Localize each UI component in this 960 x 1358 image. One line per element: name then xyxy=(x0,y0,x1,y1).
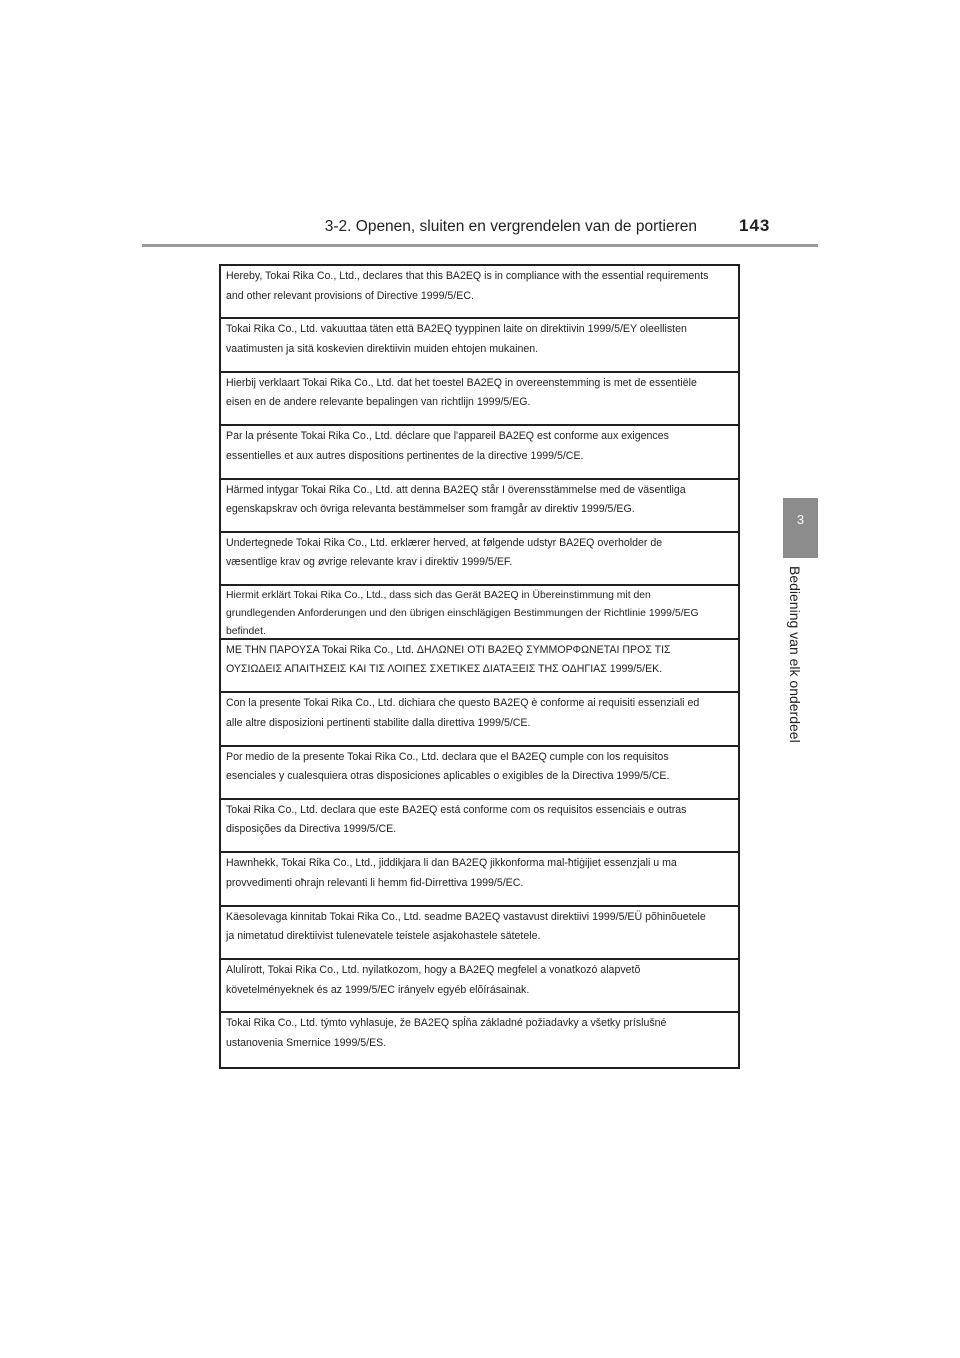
declaration-row-dutch xyxy=(221,373,738,426)
declaration-row-hungarian xyxy=(221,960,738,1013)
declaration-text: Käesolevaga kinnitab Tokai Rika Co., Ltd. seadme BA2EQ vastavust direktiivi 1999/5/EÜ põhinõuetele ja nimetatud direktiivist tulenevatele teistele asjakohastele sätetele. xyxy=(226,910,706,943)
declaration-row-estonian xyxy=(221,907,738,960)
declaration-text: Hiermit erklärt Tokai Rika Co., Ltd., dass sich das Gerät BA2EQ in Übereinstimmung mit den grundlegenden Anforderungen und den übrigen einschlägigen Bestimmungen der Richtlinie 1999/5/EG befindet. xyxy=(226,590,699,638)
section-title: 3-2. Openen, sluiten en vergrendelen van de portieren xyxy=(324,218,697,235)
declaration-text: Con la presente Tokai Rika Co., Ltd. dichiara che questo BA2EQ è conforme ai requisiti essenziali ed alle altre disposizioni pertinenti stabilite dalla direttiva 1999/5/CE. xyxy=(226,697,700,729)
declaration-text: ΜΕ ΤΗΝ ΠΑΡΟΥΣΑ Tokai Rika Co., Ltd. ΔΗΛΩΝΕΙ ΟΤΙ BA2EQ ΣΥΜΜΟΡΦΩΝΕΤΑΙ ΠΡΟΣ ΤΙΣ ΟΥΣΙΩΔΕΙΣ ΑΠΑΙΤΗΣΕΙΣ ΚΑΙ ΤΙΣ ΛΟΙΠΕΣ ΣΧΕΤΙΚΕΣ ΔΙΑΤΑΞΕΙΣ ΤΗΣ ΟΔΗΓΙΑΣ 1999/5/ΕΚ. xyxy=(226,643,671,676)
declaration-text: Härmed intygar Tokai Rika Co., Ltd. att denna BA2EQ står I överensstämmelse med de väsentliga egenskapskrav och övriga relevanta bestämmelser som framgår av direktiv 1999/5/EG. xyxy=(226,483,686,516)
declaration-text: Hereby, Tokai Rika Co., Ltd., declares that this BA2EQ is in compliance with the essential requirements and other relevant provisions of Directive 1999/5/EC. xyxy=(226,270,709,302)
declaration-text: Undertegnede Tokai Rika Co., Ltd. erklærer herved, at følgende udstyr BA2EQ overholder de væsentlige krav og øvrige relevante krav i direktiv 1999/5/EF. xyxy=(226,536,663,569)
declaration-row-swedish xyxy=(221,480,738,533)
declaration-text: Alulírott, Tokai Rika Co., Ltd. nyilatkozom, hogy a BA2EQ megfelel a vonatkozó alapvetõ követelményeknek és az 1999/5/EC irányelv egyéb elõírásainak. xyxy=(226,964,641,996)
declaration-row-spanish xyxy=(221,747,738,800)
declaration-row-finnish xyxy=(221,319,738,372)
declaration-row-danish xyxy=(221,533,738,586)
declaration-text: Hierbij verklaart Tokai Rika Co., Ltd. dat het toestel BA2EQ in overeenstemming is met de essentiële eisen en de andere relevante bepalingen van richtlijn 1999/5/EG. xyxy=(226,376,697,409)
declaration-row-portuguese xyxy=(221,800,738,853)
declaration-text: Tokai Rika Co., Ltd. vakuuttaa täten että BA2EQ tyyppinen laite on direktiivin 1999/5/EY oleellisten vaatimusten ja sitä koskevien direktiivin muiden ehtojen mukainen. xyxy=(226,323,687,355)
declaration-row-slovak xyxy=(221,1013,738,1067)
page-header xyxy=(0,214,960,244)
declaration-text: Por medio de la presente Tokai Rika Co., Ltd. declara que el BA2EQ cumple con los requisitos esenciales y cualesquiera otras disposiciones aplicables o exigibles de la Directiva 1999/5/CE. xyxy=(226,750,670,783)
declaration-row-german xyxy=(221,586,738,639)
declaration-text: Par la présente Tokai Rika Co., Ltd. déclare que l'appareil BA2EQ est conforme aux exigences essentielles et aux autres dispositions pertinentes de la directive 1999/5/CE. xyxy=(226,430,669,462)
chapter-label-container xyxy=(787,566,813,756)
page-number: 143 xyxy=(739,216,771,235)
chapter-label: Bediening van elk onderdeel xyxy=(787,566,803,743)
declaration-row-maltese xyxy=(221,853,738,906)
declaration-row-greek xyxy=(221,640,738,693)
declaration-text: Tokai Rika Co., Ltd. týmto vyhlasuje, že BA2EQ spĺňa základné požiadavky a všetky príslušné ustanovenia Smernice 1999/5/ES. xyxy=(226,1017,667,1049)
declaration-row-french xyxy=(221,426,738,479)
chapter-tab xyxy=(783,498,818,558)
declaration-text: Hawnhekk, Tokai Rika Co., Ltd., jiddikjara li dan BA2EQ jikkonforma mal-ħtiġijiet essenzjali u ma provvedimenti oħrajn relevanti li hemm fid-Dirrettiva 1999/5/EC. xyxy=(226,857,677,889)
declaration-row-english xyxy=(221,266,738,319)
declarations-table xyxy=(219,264,740,1069)
chapter-number: 3 xyxy=(796,512,805,527)
declaration-row-italian xyxy=(221,693,738,746)
header-divider xyxy=(142,244,818,247)
declaration-text: Tokai Rika Co., Ltd. declara que este BA2EQ está conforme com os requisitos essenciais e outras disposições da Directiva 1999/5/CE. xyxy=(226,803,687,836)
